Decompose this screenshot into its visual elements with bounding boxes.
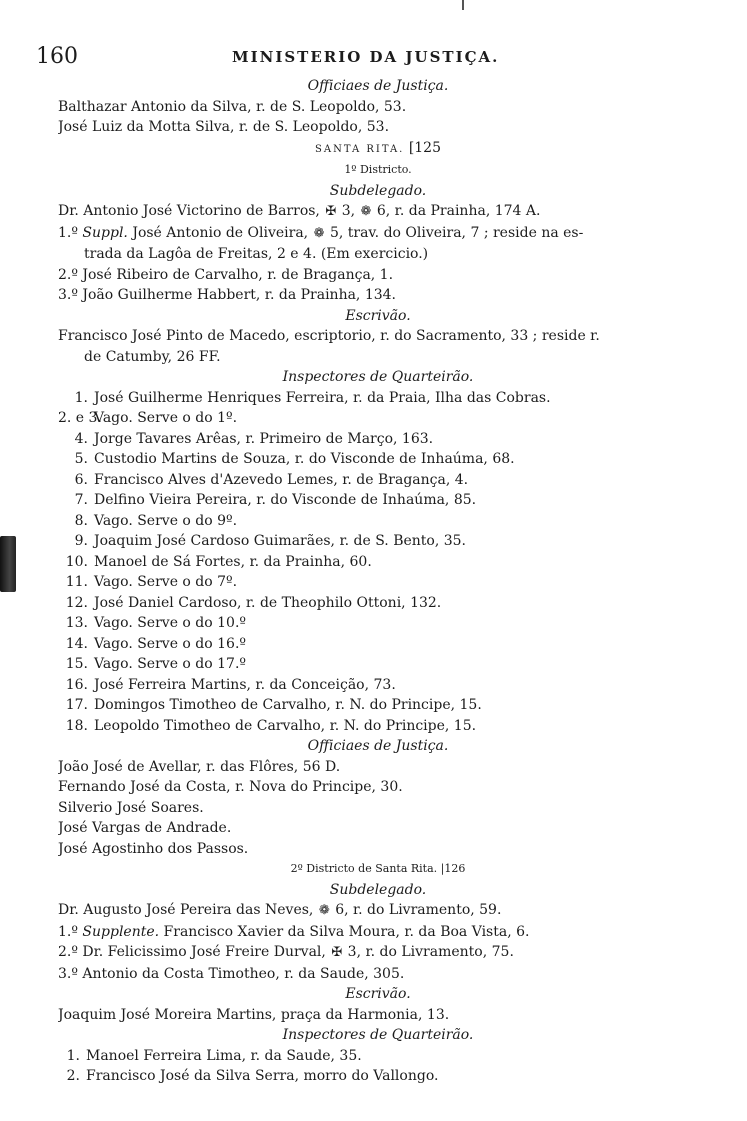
text-line: 3.º João Guilherme Habbert, r. da Prainha, 134. (58, 287, 397, 303)
item-number: 9. (74, 533, 88, 549)
item-text: Vago. Serve o do 17.º (94, 656, 246, 672)
list-item (58, 449, 698, 470)
section-heading: Escrivão. (345, 986, 411, 1002)
list-item (58, 695, 698, 716)
item-number: 17. (65, 697, 88, 713)
item-text: Custodio Martins de Souza, r. do Visconde de Inhaúma, 68. (94, 451, 515, 467)
item-text: Vago. Serve o do 10.º (94, 615, 246, 631)
item-text: Vago. Serve o do 7º. (94, 574, 238, 590)
list-item (58, 408, 698, 429)
list-item (58, 511, 698, 532)
text-line: João José de Avellar, r. das Flôres, 56 D. (58, 758, 341, 775)
list-item (58, 654, 698, 675)
text-line: Francisco José Pinto de Macedo, escriptorio, r. do Sacramento, 33 ; reside r. (58, 328, 600, 344)
item-number: 2. e 3. (58, 410, 102, 426)
parish-label: SANTA RITA. (315, 143, 405, 155)
list-item (58, 1046, 698, 1067)
text-line (58, 922, 698, 943)
list-item (58, 490, 698, 511)
district-ref: |126 (440, 862, 466, 875)
text-span: 6, r. do Livramento, 59. (335, 902, 502, 918)
item-number: 7. (74, 492, 88, 508)
section-heading: Subdelegado. (329, 881, 427, 898)
list-item (58, 1066, 698, 1087)
list-item (58, 716, 698, 737)
list-item (58, 470, 698, 491)
item-text: Manoel de Sá Fortes, r. da Prainha, 60. (94, 553, 372, 570)
section-heading: Inspectores de Quarteirão. (282, 369, 474, 385)
list-item (58, 634, 698, 655)
parish-heading (58, 138, 698, 161)
item-number: 18. (65, 717, 88, 734)
text-line: José Luiz da Motta Silva, r. de S. Leopoldo, 53. (58, 119, 390, 135)
text-line (58, 201, 698, 223)
item-text: Francisco Alves d'Azevedo Lemes, r. de Bragança, 4. (94, 471, 469, 488)
item-number: 14. (65, 635, 88, 652)
item-number: 5. (74, 451, 88, 467)
item-number: 10. (65, 553, 88, 570)
item-number: 2. (66, 1068, 80, 1084)
item-number: 15. (65, 656, 88, 672)
text-span: Suppl. (82, 224, 128, 241)
text-line: Balthazar Antonio da Silva, r. de S. Leopoldo, 53. (58, 98, 407, 115)
text-line: José Vargas de Andrade. (58, 820, 232, 836)
text-line: Fernando José da Costa, r. Nova do Principe, 30. (58, 779, 403, 795)
list-item (58, 593, 698, 614)
item-text: Vago. Serve o do 16.º (94, 635, 246, 652)
item-number: 11. (65, 574, 88, 590)
list-item (58, 572, 698, 593)
list-item (58, 613, 698, 634)
text-span: 5, trav. do Oliveira, 7 ; reside na es- (329, 224, 584, 241)
item-number: 1. (74, 389, 88, 406)
section-heading: Escrivão. (345, 307, 411, 324)
text-line: Joaquim José Moreira Martins, praça da Harmonia, 13. (58, 1006, 450, 1023)
parish-ref: [125 (408, 139, 441, 156)
text-span: 1.º (58, 224, 78, 241)
text-span: José Antonio de Oliveira, (132, 224, 309, 241)
item-text: Francisco José da Silva Serra, morro do Vallongo. (86, 1068, 439, 1084)
item-text: Leopoldo Timotheo de Carvalho, r. N. do Principe, 15. (94, 717, 477, 734)
text-line: de Catumby, 26 FF. (84, 348, 221, 365)
page-number: 160 (36, 44, 78, 69)
section-heading: Inspectores de Quarteirão. (282, 1027, 474, 1043)
item-text: José Ferreira Martins, r. da Conceição, 73. (94, 676, 396, 693)
item-text: Vago. Serve o do 1º. (94, 410, 238, 426)
running-title: MINISTERIO DA JUSTIÇA. (232, 48, 500, 66)
item-number: 8. (74, 512, 88, 529)
item-text: Vago. Serve o do 9º. (94, 512, 238, 529)
item-number: 1. (66, 1047, 80, 1064)
text-line: trada da Lagôa de Freitas, 2 e 4. (Em exercicio.) (84, 246, 429, 262)
page-header (36, 44, 707, 72)
order-rose-icon: ❁ (360, 204, 372, 219)
section-heading: Officiaes de Justiça. (307, 738, 449, 754)
district-text: 2º Districto de Santa Rita. (290, 862, 438, 875)
text-line: Silverio José Soares. (58, 799, 204, 816)
list-item (58, 552, 698, 573)
district-label (58, 859, 698, 880)
text-span: Dr. Antonio José Victorino de Barros, (58, 203, 320, 219)
list-item (58, 675, 698, 696)
item-number: 16. (65, 676, 88, 693)
item-text: Delfino Vieira Pereira, r. do Visconde de Inhaúma, 85. (94, 492, 477, 508)
list-item (58, 429, 698, 450)
item-text: José Guilherme Henriques Ferreira, r. da Praia, Ilha das Cobras. (94, 389, 551, 406)
item-number: 13. (65, 615, 88, 631)
text-line: 2.º José Ribeiro de Carvalho, r. de Bragança, 1. (58, 266, 394, 283)
text-span: 6, r. da Prainha, 174 A. (376, 203, 541, 219)
text-span: Francisco Xavier da Silva Moura, r. da Boa Vista, 6. (163, 923, 530, 940)
order-cross-icon: ✠ (325, 204, 337, 219)
text-line (58, 223, 698, 245)
order-rose-icon: ❁ (318, 903, 330, 918)
text-span: 3, r. do Livramento, 75. (347, 944, 514, 960)
item-text: José Daniel Cardoso, r. de Theophilo Ottoni, 132. (94, 594, 442, 611)
item-number: 6. (74, 471, 88, 488)
item-text: Joaquim José Cardoso Guimarães, r. de S. Bento, 35. (94, 533, 466, 549)
text-span: 2.º Dr. Felicissimo José Freire Durval, (58, 944, 326, 960)
text-line: José Agostinho dos Passos. (58, 840, 249, 857)
item-text: Domingos Timotheo de Carvalho, r. N. do Principe, 15. (94, 697, 482, 713)
item-number: 4. (74, 430, 88, 447)
page-bookmark-strip (0, 536, 16, 592)
text-span: 3, (341, 203, 356, 219)
order-rose-icon: ❁ (313, 225, 325, 241)
item-number: 12. (65, 594, 88, 611)
list-item (58, 388, 698, 409)
text-span: Supplente. (82, 923, 160, 940)
inspectors-list (58, 388, 698, 737)
section-heading: Officiaes de Justiça. (307, 78, 449, 94)
district-label: 1º Districto. (344, 163, 412, 176)
page-edge-mark (462, 0, 464, 10)
text-line (58, 942, 698, 964)
text-line: 3.º Antonio da Costa Timotheo, r. da Saude, 305. (58, 965, 405, 982)
text-line (58, 900, 698, 922)
text-span: 1.º (58, 923, 78, 940)
section-heading: Subdelegado. (329, 182, 427, 199)
order-cross-icon: ✠ (331, 945, 343, 960)
document-body (58, 76, 698, 1087)
list-item (58, 531, 698, 552)
text-span: Dr. Augusto José Pereira das Neves, (58, 902, 314, 918)
item-text: Jorge Tavares Arêas, r. Primeiro de Março, 163. (94, 430, 434, 447)
item-text: Manoel Ferreira Lima, r. da Saude, 35. (86, 1047, 362, 1064)
